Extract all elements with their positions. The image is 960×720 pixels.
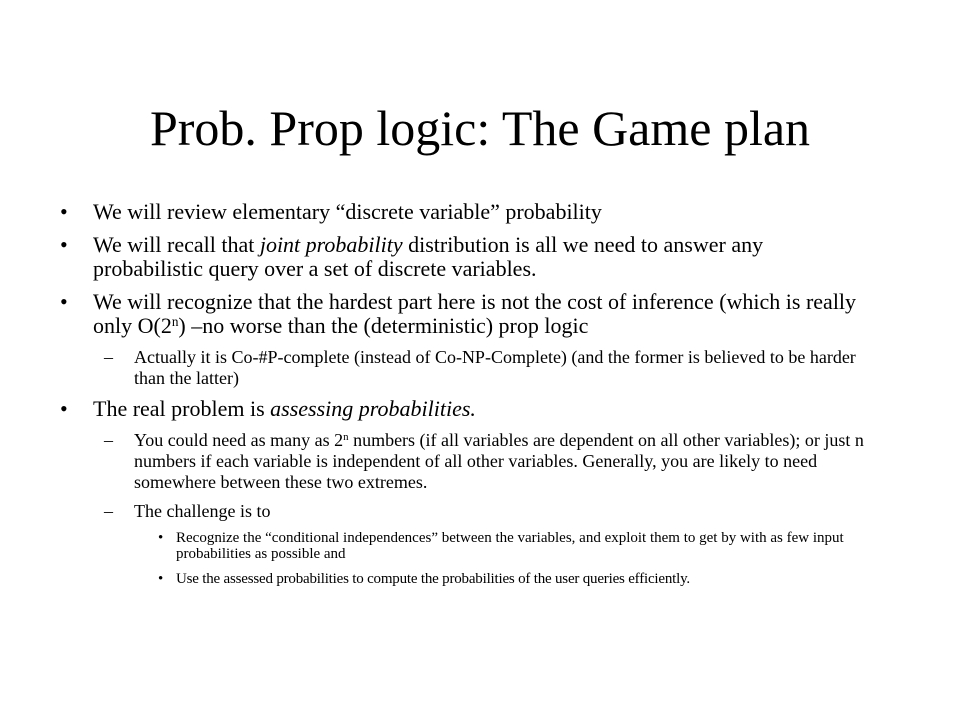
emphasis-joint-probability: joint probability bbox=[259, 232, 403, 257]
bullet-review-probability bbox=[0, 200, 873, 224]
sub-bullet-text: Actually it is Co-#P-complete (instead of Co-NP-Complete) (and the former is believed to be harder than the latter) bbox=[134, 347, 856, 388]
bullet-cost-of-inference bbox=[0, 290, 873, 338]
sub-sub-bullet-compute-queries bbox=[0, 571, 891, 587]
sub-bullet-text: The challenge is to bbox=[134, 501, 271, 521]
sub-sub-bullet-conditional-independences bbox=[0, 530, 891, 562]
sub-bullet-co-p-complete bbox=[0, 347, 884, 389]
sub-sub-bullet-text: Recognize the “conditional independences” between the variables, and exploit them to get by with as few input probabilities as possible and bbox=[176, 530, 844, 562]
bullet-text-start: The real problem is bbox=[93, 396, 271, 421]
bullet-text-end: ) –no worse than the (deterministic) prop logic bbox=[178, 313, 589, 338]
bullet-text-start: We will recall that bbox=[93, 232, 260, 257]
small-bullet-dot: • bbox=[158, 530, 164, 546]
slide-title: Prob. Prop logic: The Game plan bbox=[149, 100, 811, 156]
bullet-text-start: We will recognize that the hardest part here is not the cost of inference (which is really only O(2 bbox=[93, 289, 857, 338]
bullet-assessing-probabilities bbox=[0, 397, 873, 421]
bullet-dot: • bbox=[60, 396, 68, 421]
bullet-text: We will review elementary “discrete variable” probability bbox=[93, 199, 602, 224]
exponent-n: n bbox=[343, 431, 349, 444]
bullet-text-end: distribution is all we need to answer any probabilistic query over a set of discrete variables. bbox=[93, 232, 764, 281]
bullet-dot: • bbox=[60, 199, 68, 224]
bullet-joint-probability bbox=[0, 233, 873, 281]
exponent-n: n bbox=[171, 313, 179, 329]
sub-sub-bullet-text: Use the assessed probabilities to compute the probabilities of the user queries efficiently. bbox=[176, 571, 690, 587]
bullet-dot: • bbox=[60, 232, 68, 257]
small-bullet-dot: • bbox=[158, 571, 164, 587]
sub-bullet-text-end: numbers (if all variables are dependent on all other variables); or just n numbers if each variable is independent of all other variables. Generally, you are likely to need somewhere between these two extremes. bbox=[134, 430, 864, 492]
sub-bullet-numbers-needed bbox=[0, 430, 884, 493]
sub-bullet-text-start: You could need as many as 2 bbox=[134, 430, 344, 450]
dash-marker: – bbox=[104, 430, 113, 450]
slide-body bbox=[0, 200, 960, 596]
sub-bullet-challenge bbox=[0, 501, 884, 522]
bullet-dot: • bbox=[60, 289, 68, 314]
emphasis-assessing-probabilities: assessing probabilities. bbox=[270, 396, 476, 421]
dash-marker: – bbox=[104, 501, 113, 521]
dash-marker: – bbox=[104, 347, 113, 367]
